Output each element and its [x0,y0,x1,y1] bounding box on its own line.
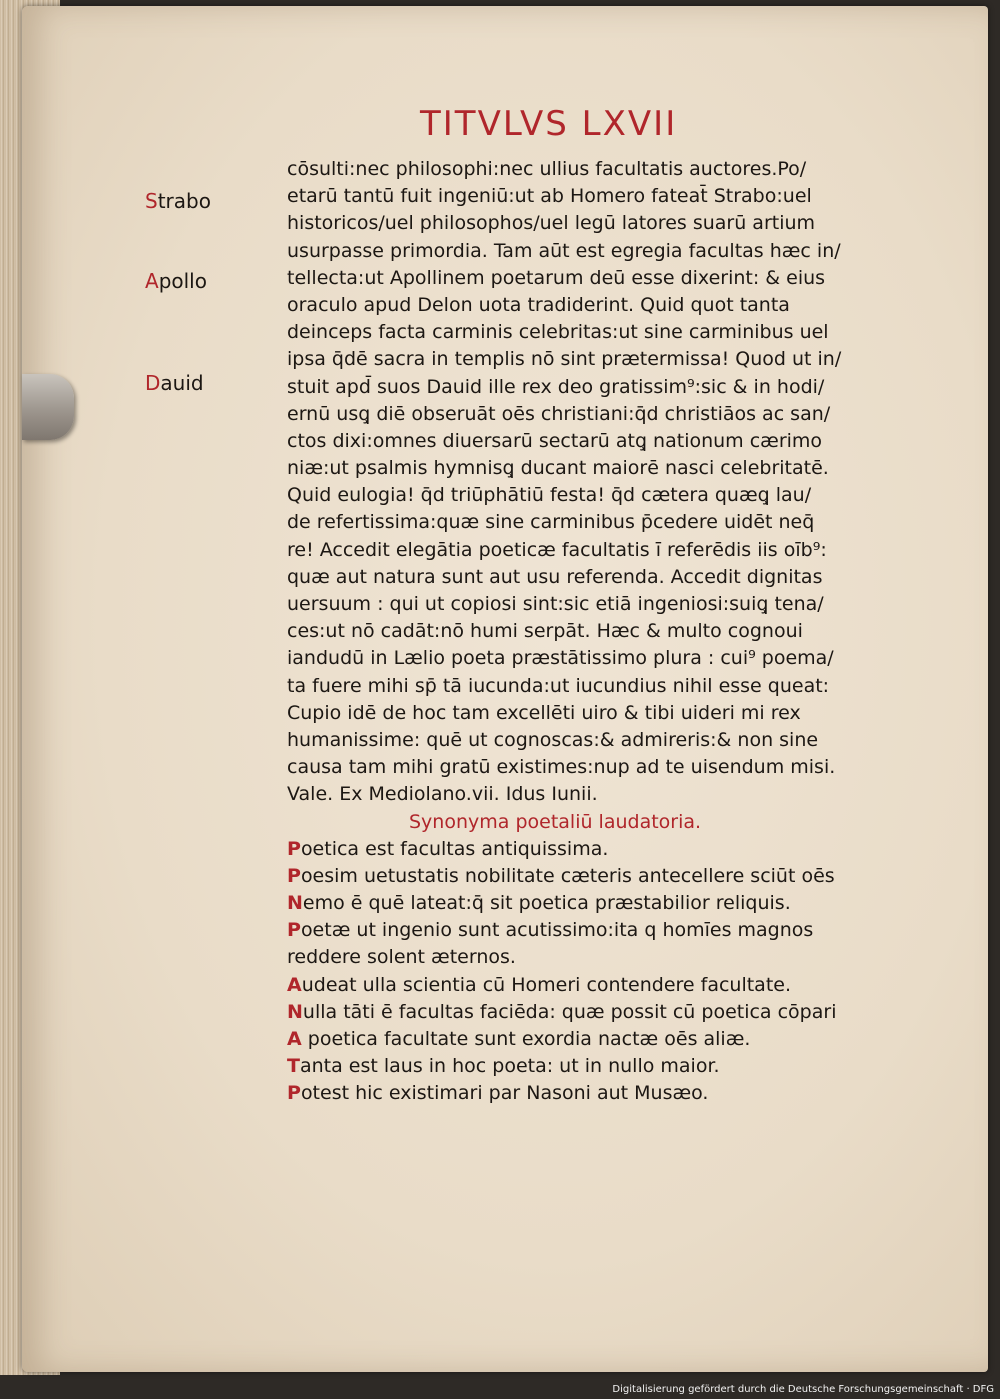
text-line: Vale. Ex Mediolano.vii. Idus Iunii. [287,783,598,806]
margin-note-dauid: Dauid [145,371,204,395]
text-line: niæ:ut psalmis hymnisq̧ ducant maiorē nasci celebritatē. [287,457,829,480]
synonym-line: Potest hic existimari par Nasoni aut Musæo. [287,1082,709,1105]
synonym-line: Audeat ulla scientia cū Homeri contendere facultate. [287,973,791,996]
page-title: TITVLVS LXVII [420,104,678,144]
text-line: ipsa q̄dē sacra in templis nō sint prætermissa! Quod ut in/ [287,348,842,371]
synonym-line: Nulla tāti ē facultas faciēda: quæ possit cū poetica cōpari [287,1000,837,1023]
synonym-line: Nemo ē quē lateat:q̄ sit poetica præstabilior reliquis. [287,892,791,915]
text-line: Quid eulogia! q̄d triūphātiū festa! q̄d cætera quæq̧ lau/ [287,484,812,507]
text-line: uersuum : qui ut copiosi sint:sic etiā ingeniosi:suiq̧ tena/ [287,593,824,615]
synonym-line: reddere solent æternos. [287,946,516,969]
text-line: de refertissima:quæ sine carminibus p̄cedere uidēt neq̄ [287,511,815,534]
text-line: deinceps facta carminis celebritas:ut sine carminibus uel [287,321,829,344]
text-line: usurpasse primordia. Tam aūt est egregia facultas hæc in/ [287,239,841,262]
body-text [287,156,907,1108]
synonyma-heading: Synonyma poetaliū laudatoria. [409,810,702,833]
text-line: ctos dixi:omnes diuersarū sectarū atq̧ nationum cærimo [287,429,823,452]
synonym-line: A poetica facultate sunt exordia nactæ oēs aliæ. [287,1028,751,1050]
text-line: causa tam mihi gratū existimes:nup ad te uisendum misi. [287,756,836,779]
digitization-credit: Digitalisierung gefördert durch die Deutsche Forschungsgemeinschaft · DFG [612,1384,994,1395]
synonym-line: Poesim uetustatis nobilitate cæteris antecellere sciūt oēs [287,864,835,887]
text-line: humanissime: quē ut cognoscas:& admireris:& non sine [287,728,819,751]
margin-note-strabo: Strabo [145,189,211,213]
margin-note-apollo: Apollo [145,269,207,293]
text-line: iandudū in Lælio poeta præstātissimo plura : cui⁹ poema/ [287,647,834,670]
text-line: re! Accedit elegātia poeticæ facultatis ī referēdis iis oīb⁹: [287,538,827,561]
book-clasp [22,374,74,440]
text-line: oraculo apud Delon uota tradiderint. Quid quot tanta [287,293,790,316]
text-line: cōsulti:nec philosophi:nec ullius facultatis auctores.Po/ [287,158,807,180]
text-line: etarū tantū fuit ingeniū:ut ab Homero fateat̄ Strabo:uel [287,185,812,208]
text-line: tellecta:ut Apollinem poetarum deū esse dixerint: & eius [287,266,826,289]
synonym-line: Poetæ ut ingenio sunt acutissimo:ita q homīes magnos [287,919,814,942]
text-line: Cupio idē de hoc tam excellēti uiro & tibi uideri mi rex [287,701,801,724]
synonym-line: Tanta est laus in hoc poeta: ut in nullo maior. [287,1055,720,1078]
text-line: stuit apd̄ suos Dauid ille rex deo gratissim⁹:sic & in hodi/ [287,375,825,398]
text-line: ces:ut nō cadāt:nō humi serpāt. Hæc & multo cognoui [287,620,803,643]
text-line: ernū usq̧ diē obseruāt oēs christiani:q̄d christiāos ac san/ [287,402,831,425]
synonym-line: Poetica est facultas antiquissima. [287,837,609,860]
text-line: ta fuere mihi sp̄ tā iucunda:ut iucundius nihil esse queat: [287,674,830,697]
text-line: quæ aut natura sunt aut usu referenda. Accedit dignitas [287,565,823,588]
text-line: historicos/uel philosophos/uel legū latores suarū artium [287,212,816,235]
